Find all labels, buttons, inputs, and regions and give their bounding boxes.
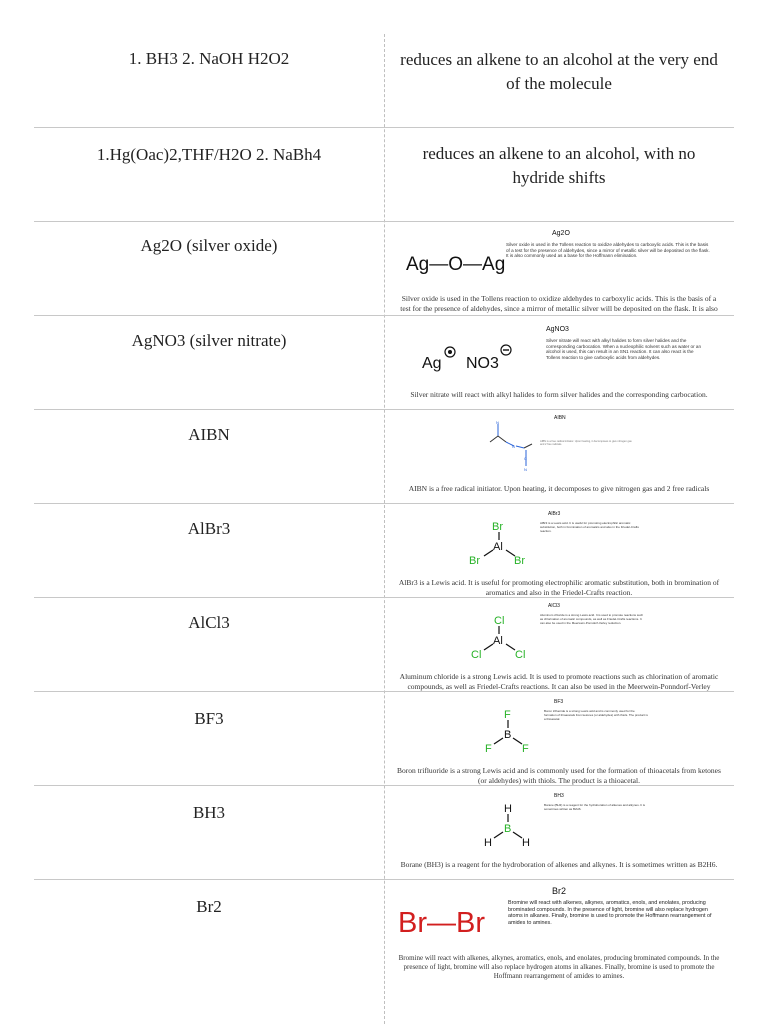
definition [384, 504, 734, 598]
term-text: Ag2O (silver oxide) [140, 236, 278, 255]
card-title: Ag2O [552, 230, 570, 237]
reagent-card-image [394, 884, 730, 950]
card-title: AlBr3 [548, 511, 561, 517]
hydrogen-atom-label: H [484, 837, 492, 848]
nitrogen-atom-label: N [512, 444, 515, 449]
aibn-structure [486, 420, 542, 472]
card-caption: Aluminum chloride is a strong Lewis acid. It is used to promote reactions such as chlorination of aromatic compounds, as well as Friedel-Crafts reactions. It can also be used in the Meerwein-Ponndorf-Verley [399, 672, 719, 691]
fluorine-atom-label: F [522, 743, 529, 754]
card-description: AIBN is a free radical initiator. Upon heating, it decomposes to give nitrogen gas and 2 free radicals. [540, 440, 632, 447]
bond-line [516, 446, 524, 448]
boron-atom-label: B [504, 823, 512, 835]
card-caption: Bromine will react with alkenes, alkynes, aromatics, enols, and enolates, producing brominated compounds. In the presence of light, bromine will also replace hydrogen atoms in alkanes. Finally, bromine is used to promote the Hoffmann rearrangement of amides to amines. [398, 954, 720, 980]
bond-line [494, 832, 503, 838]
card-title: AIBN [554, 415, 566, 421]
flashcard-row[interactable] [34, 692, 734, 786]
definition [384, 48, 734, 96]
term-text: AlCl3 [188, 613, 230, 632]
term-text: AlBr3 [187, 519, 231, 538]
card-title: BH3 [554, 793, 564, 799]
flashcard-row[interactable] [34, 880, 734, 1024]
definition [384, 222, 734, 316]
definition [384, 598, 734, 692]
flashcard-row[interactable] [34, 504, 734, 598]
boron-atom-label: B [504, 729, 512, 741]
card-caption: AIBN is a free radical initiator. Upon heating, it decomposes to give nitrogen gas and 2 free radicals [408, 484, 710, 493]
card-description: AlBr3 is a Lewis acid. It is useful for promoting electrophilic aromatic substitution, both in bromination of aromatics and also in the Friedel-Crafts reaction. [540, 521, 639, 533]
fluorine-atom-label: F [504, 709, 511, 721]
card-caption: AlBr3 is a Lewis acid. It is useful for promoting electrophilic aromatic substitution, both in bromination of aromatics and also in the Friedel-Crafts reaction. [398, 578, 720, 597]
flashcard-row[interactable] [34, 128, 734, 222]
card-description: Aluminum chloride is a strong Lewis acid. It is used to promote reactions such as chlorination of aromatic compounds, as well as Friedel-Crafts reactions. It can also be used in the Meerwein-Ponndorf-Verley reduction. [540, 613, 644, 625]
card-description: Bromine will react with alkenes, alkynes, aromatics, enols, and enolates, producing brominated compounds. In the presence of light, bromine will also replace hydrogen atoms in alkanes. Finally, bromine is used to promote the Hoffmann rearrangement of amides to amines. [508, 900, 712, 926]
definition-text: reduces an alkene to an alcohol at the very end of the molecule [400, 50, 718, 93]
ag2o-structure [402, 244, 512, 280]
br2-structure [394, 898, 508, 942]
reagent-card-image [484, 414, 644, 472]
card-title: AgNO3 [546, 326, 569, 333]
albr3-structure [468, 516, 534, 566]
aluminum-atom-label: Al [493, 541, 503, 553]
term-text: Br2 [196, 897, 222, 916]
definition [384, 142, 734, 190]
hydrogen-atom-label: H [504, 803, 512, 815]
card-caption: Silver nitrate will react with alkyl halides to form silver halides and the corresponding carbocation. [410, 390, 708, 399]
flashcard-row[interactable] [34, 222, 734, 316]
agno3-structure [418, 336, 518, 380]
definition [384, 880, 734, 1024]
term-text: BH3 [192, 803, 226, 822]
term-text: AIBN [188, 425, 230, 444]
card-caption: Silver oxide is used in the Tollens reaction to oxidize aldehydes to carboxylic acids. This is the basis of a test for the presence of aldehydes, since a mirror of metallic silver will be deposited on the flask. It is also [400, 294, 718, 313]
term-text: 1. BH3 2. NaOH H2O2 [128, 49, 290, 68]
alcl3-structure [468, 610, 534, 662]
card-caption: Borane (BH3) is a reagent for the hydroboration of alkenes and alkynes. It is sometimes written as B2H6. [400, 860, 718, 869]
reagent-card-image [468, 602, 648, 660]
br2-formula: Br—Br [398, 907, 485, 939]
fluorine-atom-label: F [485, 743, 492, 754]
reagent-card-image [468, 510, 648, 566]
bond-line [506, 644, 515, 650]
chlorine-atom-label: Cl [471, 649, 482, 661]
definition [384, 786, 734, 880]
chlorine-atom-label: Cl [515, 649, 526, 661]
definition [384, 692, 734, 786]
reagent-card-image [402, 228, 722, 288]
card-description: Borane (BH3) is a reagent for the hydroboration of alkenes and alkynes. It is sometimes written as B2H6. [544, 803, 646, 811]
flashcard-row[interactable] [34, 34, 734, 128]
bond-line [494, 738, 503, 744]
bf3-structure [480, 704, 540, 754]
bond-line [498, 436, 506, 442]
term-text: BF3 [194, 709, 224, 728]
bh3-structure [480, 798, 540, 848]
term-text: 1.Hg(Oac)2,THF/H2O 2. NaBh4 [96, 145, 322, 164]
card-title: Br2 [552, 886, 567, 896]
reagent-card-image [418, 324, 708, 382]
bromine-atom-label: Br [492, 521, 503, 533]
nitrogen-atom-label: N [496, 420, 499, 425]
reagent-card-image [480, 698, 652, 756]
bond-line [524, 444, 532, 448]
term-text: AgNO3 (silver nitrate) [131, 331, 287, 350]
bond-line [484, 550, 493, 556]
ag-ion-label: Ag [422, 355, 442, 372]
flashcard-row[interactable] [34, 786, 734, 880]
bromine-atom-label: Br [514, 555, 525, 566]
card-description: Silver nitrate will react with alkyl halides to form silver halides and the corresponding carbocation. When a nucleophilic solvent such as water or an alcohol is used, this can result in an SN1 reaction. It can also react is the Tollens reaction to give carboxylic acids from aldehydes. [546, 338, 701, 360]
card-description: Boron trifluoride is a strong Lewis acid and is commonly used for the formation of thioacetals from ketones (or aldehydes) with thiols. The product is a thioacetal. [544, 709, 648, 721]
carbon-atom-label: C [524, 456, 527, 461]
definition-text: reduces an alkene to an alcohol, with no hydride shifts [422, 144, 696, 187]
bond-line [484, 644, 493, 650]
reagent-card-image [480, 792, 652, 850]
bond-line [513, 738, 522, 744]
definition [384, 410, 734, 504]
flashcard-row[interactable] [34, 598, 734, 692]
card-caption: Boron trifluoride is a strong Lewis acid and is commonly used for the formation of thioacetals from ketones (or aldehydes) with thiols. The product is a thioacetal. [397, 766, 721, 785]
card-description: Silver oxide is used in the Tollens reaction to oxidize aldehydes to carboxylic acids. This is the basis of a test for the presence of aldehydes, since a mirror of metallic silver will be deposited on the flask. It is also commonly used as a base for the Hoffmann elimination. [506, 242, 710, 259]
nitrate-ion-label: NO3 [466, 355, 499, 372]
bromine-atom-label: Br [469, 555, 480, 566]
flashcard-row[interactable] [34, 316, 734, 410]
hydrogen-atom-label: H [522, 837, 530, 848]
card-title: BF3 [554, 699, 564, 705]
nitrogen-atom-label: N [524, 467, 527, 472]
bond-line [513, 832, 522, 838]
definition [384, 316, 734, 410]
bond-line [490, 436, 498, 442]
plus-charge-dot [448, 350, 452, 354]
aluminum-atom-label: Al [493, 635, 503, 647]
chlorine-atom-label: Cl [494, 615, 505, 627]
flashcard-row[interactable] [34, 410, 734, 504]
ag2o-formula: Ag—O—Ag [406, 254, 506, 275]
card-title: AlCl3 [548, 603, 560, 609]
